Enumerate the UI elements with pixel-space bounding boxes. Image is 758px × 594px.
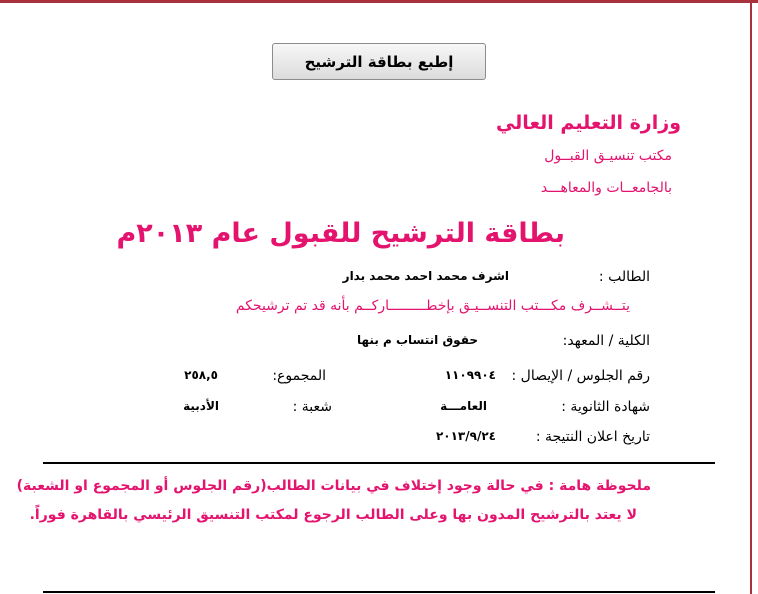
- important-note-line-1: ملحوظة هامة : في حالة وجود إختلاف في بيانات الطالب(رقم الجلوس أو المجموع او الشعبة): [16, 478, 651, 494]
- important-note-line-2: لا يعتد بالترشيح المدون بها وعلى الطالب الرجوع لمكتب التنسيق الرئيسي بالقاهرة فوراً.: [29, 507, 637, 523]
- student-label: الطالب :: [598, 269, 650, 285]
- branch-label: شعبة :: [292, 399, 332, 415]
- result-date-label: تاريخ اعلان النتيجة :: [535, 429, 650, 445]
- college-value: حقوق انتساب م بنها: [357, 333, 478, 347]
- print-card-button[interactable]: إطبع بطاقة الترشيح: [272, 43, 486, 80]
- ministry-name: وزارة التعليم العالي: [495, 112, 681, 134]
- total-value: ٢٥٨,٥: [184, 368, 218, 382]
- total-label: المجموع:: [272, 368, 326, 384]
- top-border: [0, 0, 758, 3]
- result-date-value: ٢٠١٣/٩/٢٤: [435, 429, 496, 443]
- office-name-line-1: مكتب تنسيـق القبــول: [544, 148, 672, 164]
- office-name-line-2: بالجامعــات والمعاهـــد: [540, 180, 672, 196]
- seat-number-label: رقم الجلوس / الإيصال :: [511, 368, 650, 384]
- card-title: بطاقة الترشيح للقبول عام ٢٠١٣م: [116, 218, 565, 249]
- college-label: الكلية / المعهد:: [562, 333, 650, 349]
- student-name: اشرف محمد احمد محمد بدار: [342, 269, 509, 283]
- nomination-notice: يتــشــرف مكـــتب التنســيـق بإخطـــــــــاركــم بأنه قد تم ترشيحكم: [235, 298, 630, 314]
- right-border: [750, 0, 752, 594]
- certificate-value: العامـــة: [440, 399, 487, 413]
- certificate-label: شهادة الثانوية :: [561, 399, 650, 415]
- branch-value: الأدبية: [183, 399, 219, 413]
- seat-number-value: ١١٠٩٩٠٤: [444, 368, 496, 382]
- divider-bottom: [43, 591, 715, 593]
- divider-top: [43, 462, 715, 464]
